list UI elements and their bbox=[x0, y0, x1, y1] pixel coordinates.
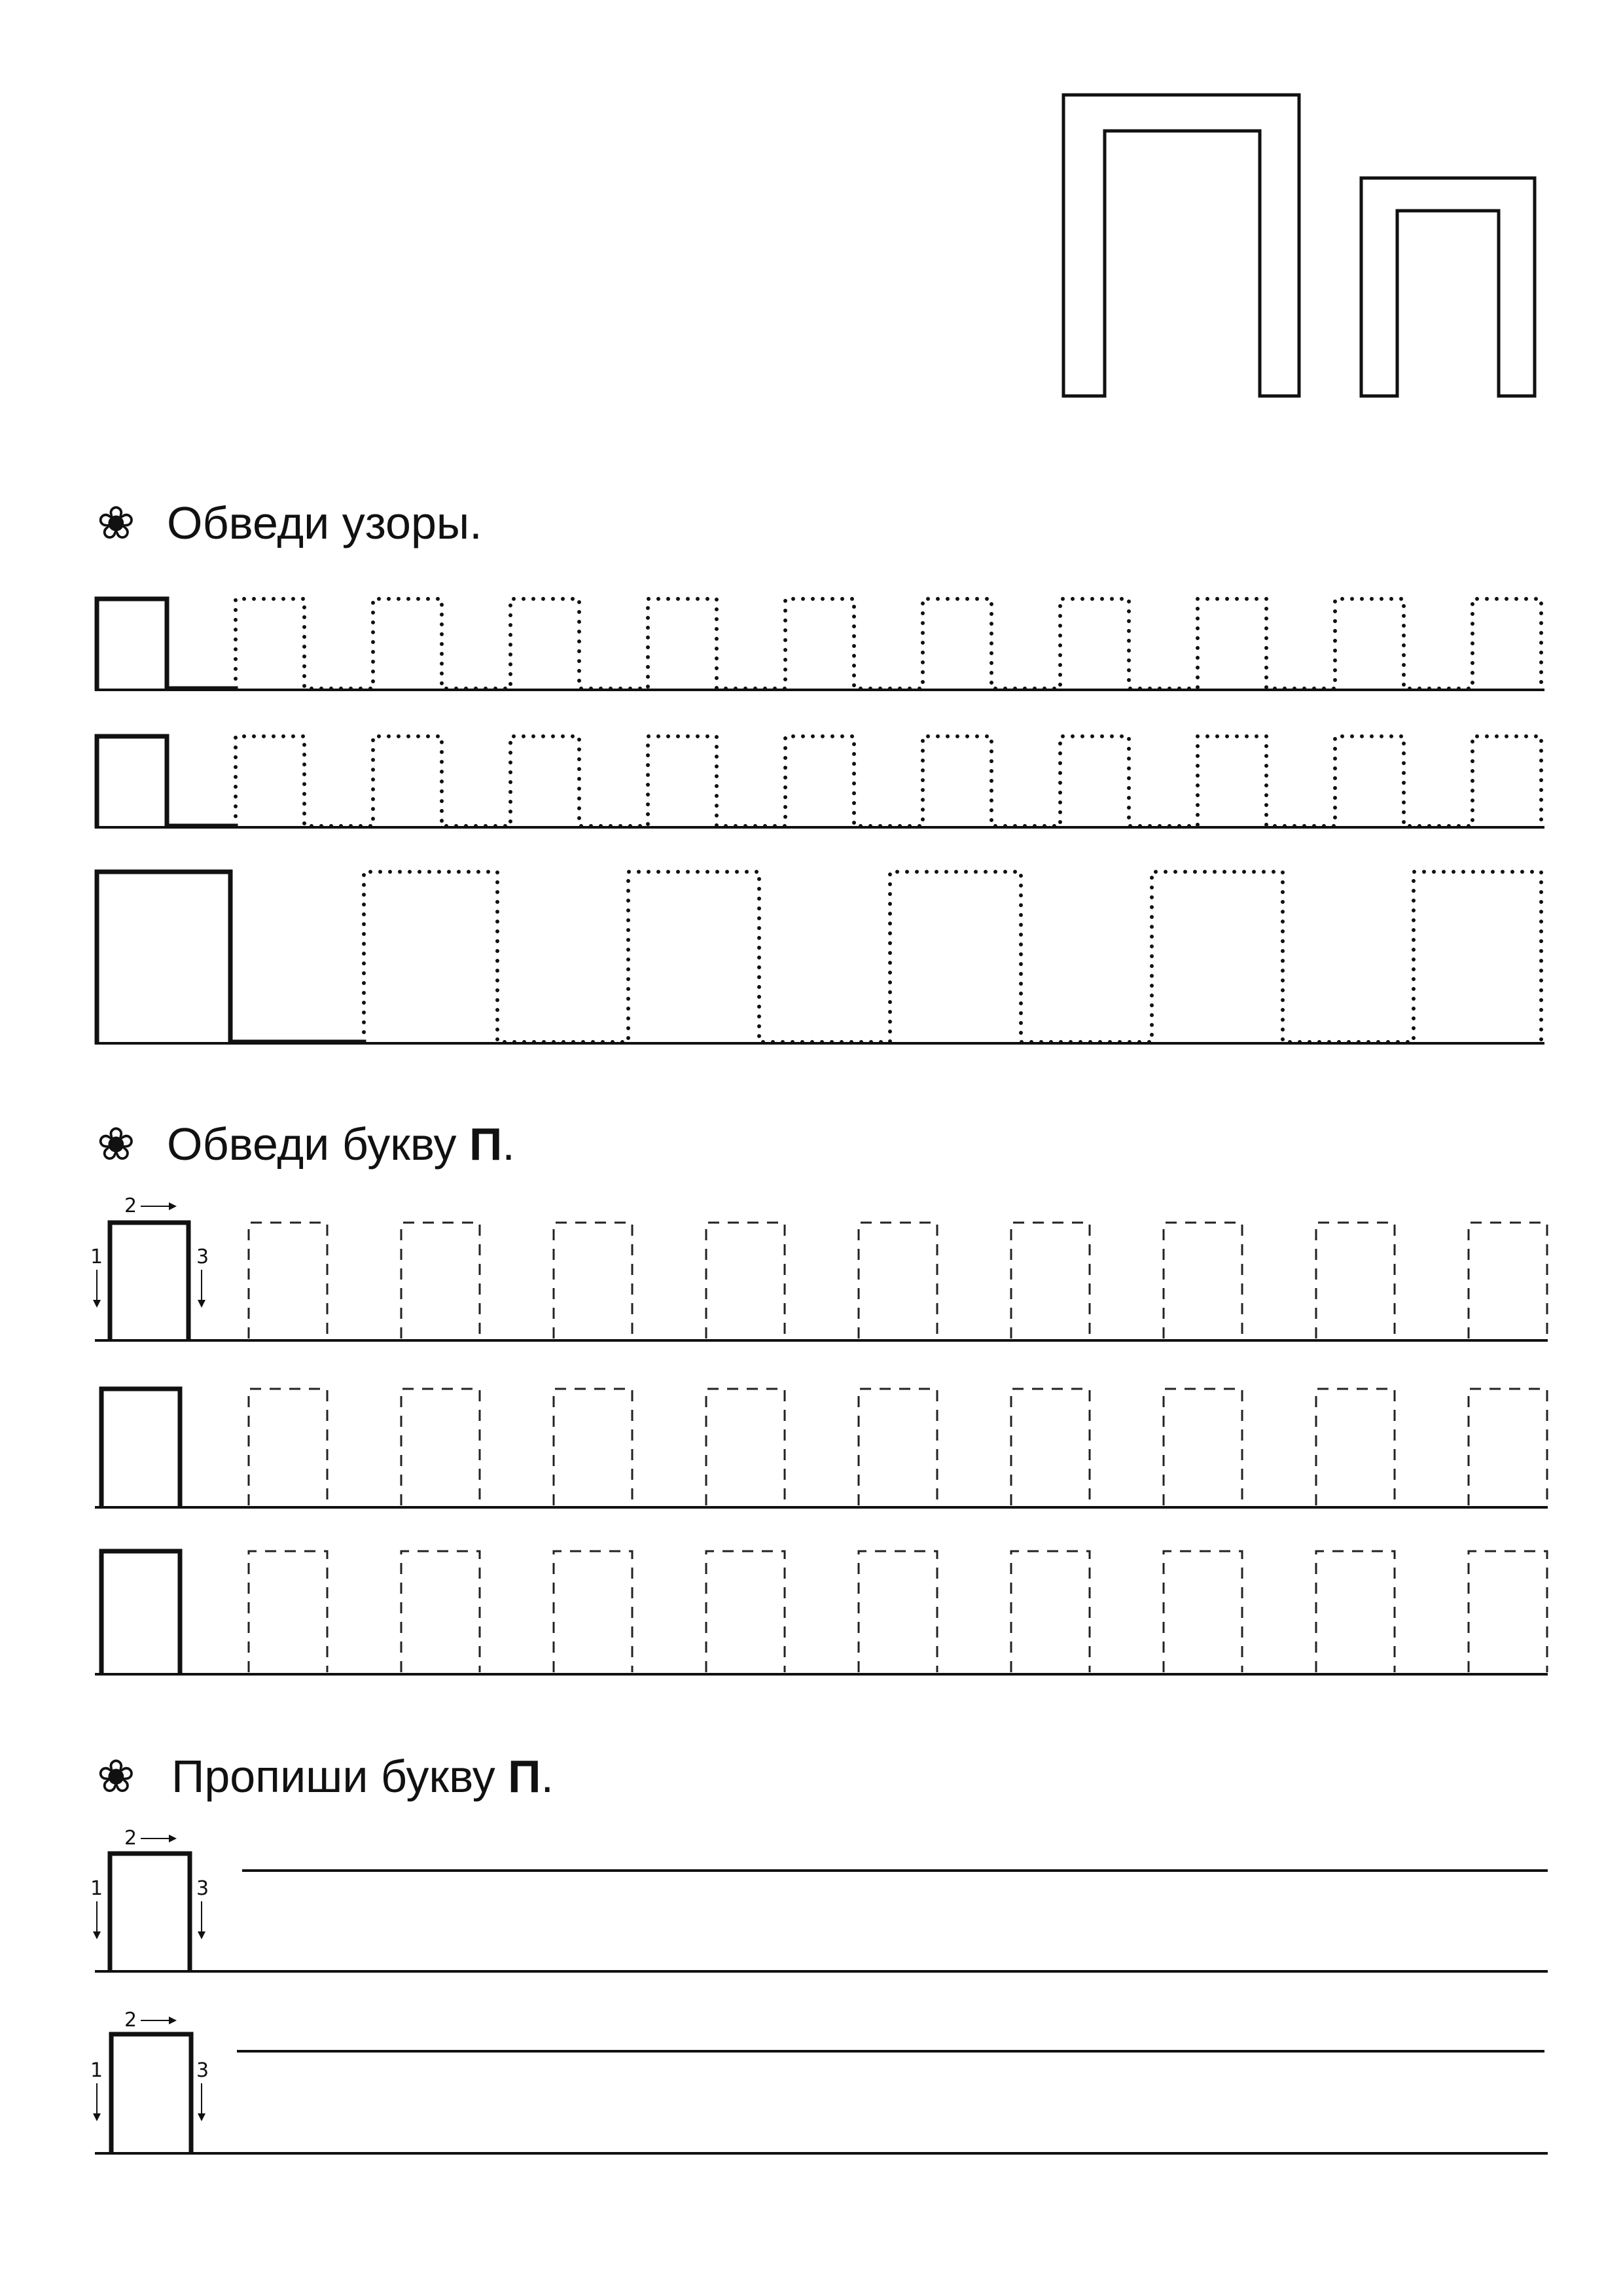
letter-outline-uppercase bbox=[1063, 95, 1299, 396]
task-3-bullet-icon: ❀ bbox=[97, 1751, 135, 1802]
sample-letter bbox=[101, 1389, 180, 1505]
stroke-number-2: 2 bbox=[124, 1827, 137, 1850]
task-1-heading bbox=[97, 497, 482, 548]
sample-letter bbox=[110, 1854, 190, 1970]
pattern-row-3 bbox=[95, 872, 1544, 1043]
svg-text:Пропиши букву П. bbox=[171, 1751, 554, 1802]
arrow-down-icon bbox=[198, 2113, 205, 2121]
trace-letter-row-3 bbox=[95, 1551, 1548, 1674]
pattern-row-2 bbox=[95, 736, 1544, 827]
stroke-number-3: 3 bbox=[196, 1877, 209, 1900]
dashed-letters bbox=[249, 1389, 1547, 1505]
task-2-bullet-icon: ❀ bbox=[97, 1119, 135, 1170]
arrow-right-icon bbox=[169, 1202, 177, 1210]
arrow-down-icon bbox=[93, 1931, 101, 1939]
trace-letter-row-1 bbox=[90, 1194, 1548, 1340]
letter-outline-lowercase bbox=[1361, 178, 1535, 396]
dashed-letters bbox=[249, 1223, 1547, 1338]
task-1-label: Обведи узоры. bbox=[167, 497, 482, 548]
sample-letter bbox=[111, 2034, 191, 2152]
pattern-row-1 bbox=[95, 599, 1544, 690]
arrow-down-icon bbox=[93, 1300, 101, 1308]
arrow-down-icon bbox=[198, 1931, 205, 1939]
sample-letter bbox=[110, 1223, 188, 1338]
stroke-number-1: 1 bbox=[90, 2059, 103, 2082]
arrow-right-icon bbox=[169, 2017, 177, 2024]
stroke-number-2: 2 bbox=[124, 2009, 137, 2032]
task-1-bullet-icon: ❀ bbox=[97, 497, 135, 548]
task-2-letter: П bbox=[469, 1119, 503, 1170]
arrow-down-icon bbox=[93, 2113, 101, 2121]
task-3-label: Пропиши букву bbox=[171, 1751, 508, 1802]
sample-letter bbox=[101, 1551, 180, 1672]
stroke-number-2: 2 bbox=[124, 1194, 137, 1217]
trace-letter-row-2 bbox=[95, 1389, 1548, 1507]
stroke-number-1: 1 bbox=[90, 1877, 103, 1900]
arrow-down-icon bbox=[198, 1300, 205, 1308]
stroke-number-3: 3 bbox=[196, 2059, 209, 2082]
stroke-number-1: 1 bbox=[90, 1246, 103, 1268]
task-3-letter: П bbox=[508, 1751, 541, 1802]
task-3-suffix: . bbox=[541, 1751, 554, 1802]
writing-row-2 bbox=[90, 2009, 1548, 2153]
task-2-label: Обведи букву bbox=[167, 1119, 470, 1170]
task-3-heading bbox=[97, 1751, 554, 1802]
dashed-letters bbox=[249, 1551, 1547, 1672]
task-2-heading bbox=[97, 1119, 515, 1170]
writing-row-1 bbox=[90, 1827, 1548, 1971]
task-2-suffix: . bbox=[502, 1119, 515, 1170]
svg-text:Обведи букву П. bbox=[167, 1119, 515, 1170]
arrow-right-icon bbox=[169, 1835, 177, 1842]
stroke-number-3: 3 bbox=[196, 1246, 209, 1268]
